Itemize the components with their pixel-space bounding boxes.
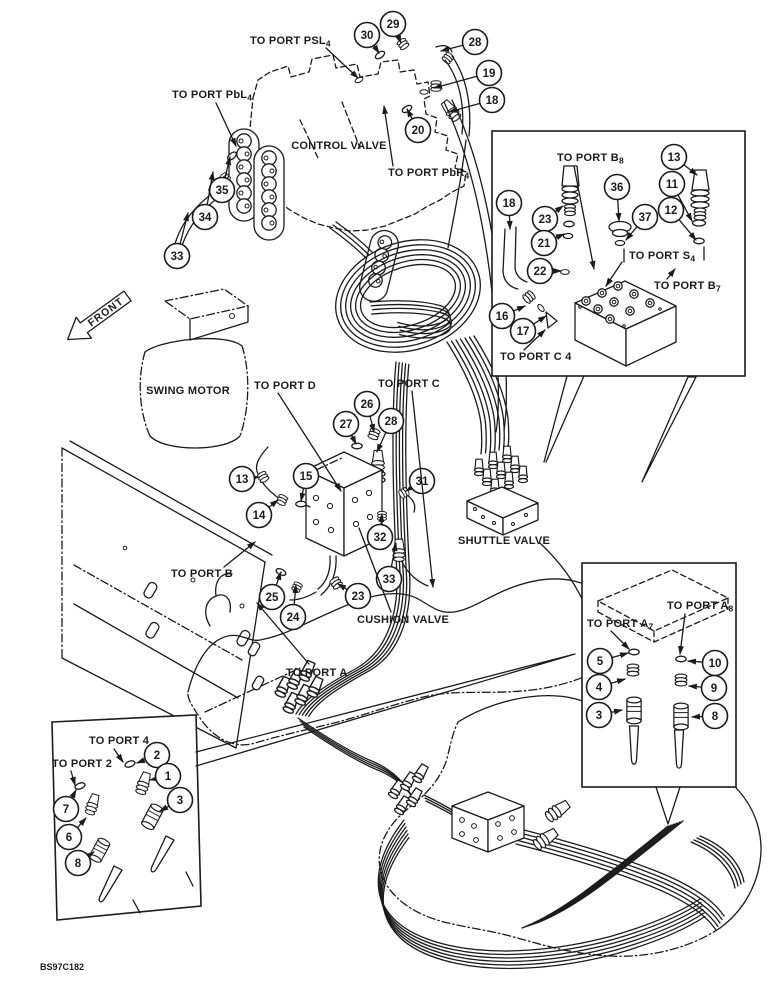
balloon-30: [355, 23, 380, 54]
balloon-leader-arrow: [352, 435, 356, 444]
balloon-number: 33: [170, 251, 184, 263]
balloon-number: 16: [495, 311, 509, 323]
elbow-23-24-25: [275, 556, 343, 600]
balloon-number: 14: [252, 510, 266, 522]
fitting-18: [439, 98, 462, 123]
balloon-leader-arrow: [269, 500, 278, 507]
balloon-number: 3: [176, 795, 184, 807]
balloon-18: [449, 88, 505, 113]
label-text: SWING MOTOR: [146, 385, 230, 397]
balloon-leader-arrow: [509, 215, 510, 229]
balloon-number: 19: [482, 68, 496, 80]
leader-shuttle-to-box: [540, 543, 583, 601]
fitting-29: [396, 37, 410, 51]
balloon-number: 30: [360, 30, 374, 42]
balloon-number: 27: [339, 419, 353, 431]
balloon-number: 13: [667, 152, 681, 164]
balloon-25: [260, 572, 285, 610]
balloon-number: 34: [198, 212, 212, 224]
label-text: TO PORT $B_7$: [654, 280, 721, 294]
balloon-number: 24: [286, 612, 300, 624]
balloon-number: 15: [299, 471, 313, 483]
junction-block: [424, 792, 524, 852]
label-text: TO PORT $A_7$: [587, 618, 654, 632]
balloon-number: 5: [596, 656, 604, 668]
balloon-number: 4: [595, 682, 603, 694]
balloon-number: 36: [610, 182, 624, 194]
label-leader: [326, 48, 358, 78]
balloon-leader-arrow: [381, 514, 382, 525]
label-text: TO PORT $A_8$: [667, 600, 734, 614]
balloon-number: 26: [360, 399, 374, 411]
fitting-cluster-right: [388, 763, 430, 816]
label-shuttle-valve: [458, 535, 550, 547]
bundle-right-edge: [691, 836, 744, 888]
balloon-number: 6: [65, 832, 73, 844]
balloon-19: [434, 61, 502, 89]
balloon-14: [247, 500, 279, 528]
balloon-number: 8: [711, 711, 719, 723]
balloon-number: 10: [708, 658, 722, 670]
balloon-number: 32: [373, 532, 387, 544]
balloon-27: [334, 412, 359, 445]
balloon-number: 23: [351, 591, 365, 603]
label-text: TO PORT 2: [52, 758, 113, 770]
balloon-number: 25: [265, 592, 279, 604]
figure-code: BS97C182: [40, 962, 85, 972]
elbow-28: [436, 46, 470, 248]
balloon-29: [381, 12, 406, 44]
label-text: TO PORT 4: [89, 735, 150, 747]
o-ring-30: [374, 50, 386, 61]
balloon-number: 28: [468, 37, 482, 49]
label-text: TO PORT B: [171, 568, 233, 580]
balloon-33: [165, 213, 190, 269]
label-leader: [384, 106, 393, 166]
leader-left-box: [196, 654, 575, 766]
swing-motor: [140, 289, 248, 448]
balloon-number: 7: [62, 804, 70, 816]
balloon-number: 31: [415, 476, 429, 488]
balloon-number: 17: [516, 326, 530, 338]
balloon-number: 11: [665, 179, 679, 191]
balloon-leader-arrow: [301, 488, 304, 501]
label-text: TO PORT C: [378, 378, 440, 390]
label-text: TO PORT D: [254, 380, 316, 392]
balloon-number: 22: [533, 266, 547, 278]
label-text: TO PORT $B_8$: [557, 152, 624, 166]
label-text: CUSHION VALVE: [357, 614, 450, 626]
balloon-number: 3: [595, 710, 603, 722]
gasket-chains: [229, 129, 401, 304]
label-swing-motor: [146, 385, 230, 397]
balloon-28: [441, 30, 488, 55]
label-text: TO PORT $PSL_4$: [250, 35, 331, 49]
label-leader: [216, 103, 236, 146]
balloon-24: [281, 585, 306, 630]
label-text: CONTROL VALVE: [291, 140, 387, 152]
balloon-13: [230, 467, 260, 492]
label-to-port-b: [171, 542, 255, 580]
balloon-number: 33: [382, 574, 396, 586]
label-control-valve: [291, 140, 387, 152]
label-text: TO PORT C 4: [500, 351, 572, 363]
balloon-number: 23: [538, 214, 552, 226]
port-ring-psl: [354, 76, 363, 84]
balloon-number: 18: [485, 95, 499, 107]
balloon-number: 37: [638, 212, 652, 224]
label-text: TO PORT A: [286, 667, 348, 679]
shuttle-valve: [467, 446, 538, 535]
balloon-number: 28: [384, 416, 398, 428]
machine-outline-left: [188, 574, 626, 803]
balloon-number: 1: [164, 771, 172, 783]
balloon-number: 35: [215, 185, 229, 197]
balloon-leader-arrow: [374, 45, 379, 53]
balloon-number: 20: [411, 125, 425, 137]
balloon-number: 2: [153, 750, 161, 762]
label-to-port-psl4: [250, 35, 358, 78]
balloon-number: 21: [537, 238, 551, 250]
label-text: TO PORT PbL$_4$: [172, 89, 253, 103]
fittings-pair-right: [531, 798, 571, 851]
balloon-23: [338, 584, 371, 609]
balloon-number: 18: [502, 198, 516, 210]
o-ring-19: [420, 90, 428, 94]
balloon-number: 12: [664, 205, 678, 217]
balloon-number: 13: [235, 474, 249, 486]
label-text: TO PORT $S_4$: [629, 250, 696, 264]
label-text: SHUTTLE VALVE: [458, 535, 551, 547]
front-arrow-label: FRONT: [85, 295, 127, 330]
balloon-number: 9: [710, 683, 718, 695]
label-text: TO PORT PbR$_4$: [388, 167, 470, 181]
front-arrow: [60, 285, 135, 350]
balloon-number: 8: [74, 858, 82, 870]
balloon-number: 29: [386, 19, 400, 31]
